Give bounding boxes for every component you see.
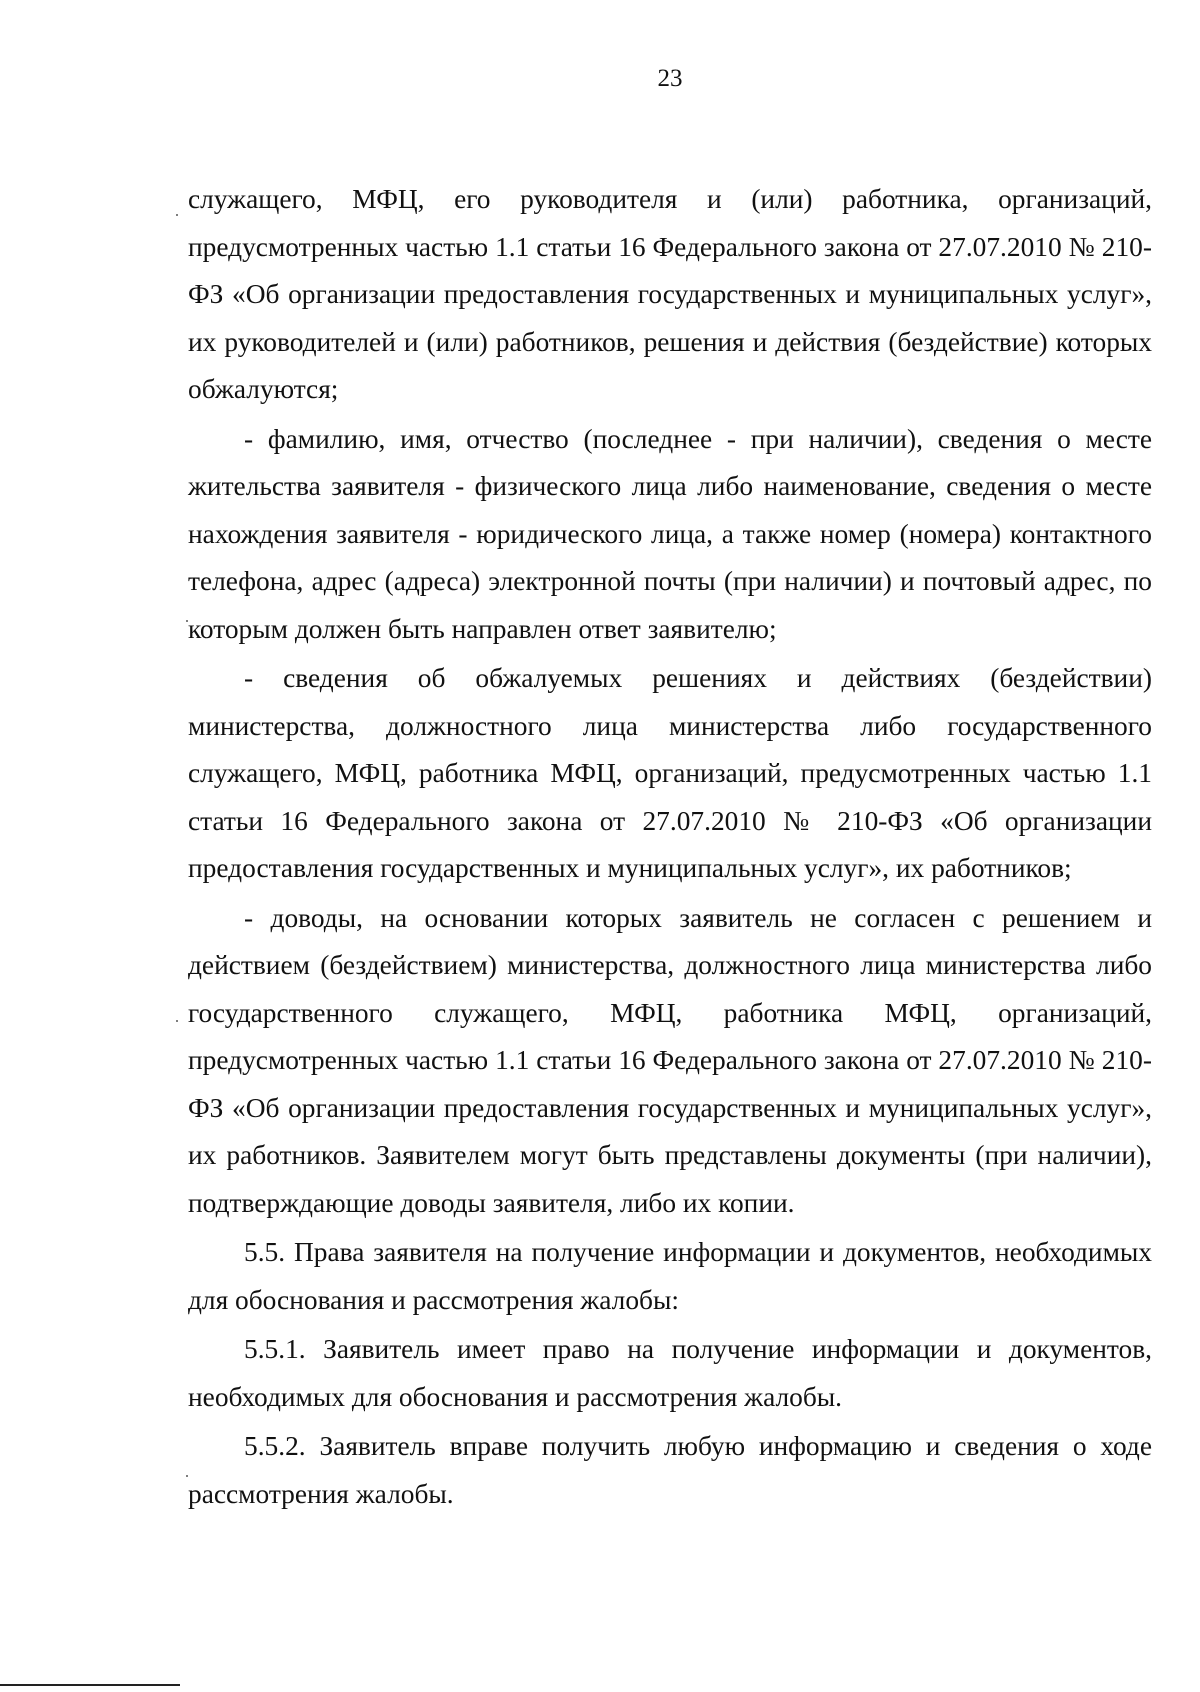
paragraph-applicant-details: - фамилию, имя, отчество (последнее - при наличии), сведения о месте жительства заявителя - физического лица либо наименование, сведения о месте нахождения заявителя - юридического лица, а также номер (номера) контактного телефона, адрес (адреса) электронной почты (при наличии) и почтовый адрес, по которым должен быть направлен ответ заявителю; <box>188 423 1152 644</box>
scan-speck <box>176 1020 178 1022</box>
scan-speck <box>186 620 188 622</box>
page-number: 23 <box>657 65 683 92</box>
paragraph-section-5-5-2: 5.5.2. Заявитель вправе получить любую информацию и сведения о ходе рассмотрения жалобы. <box>188 1431 1152 1509</box>
paragraph-arguments: - доводы, на основании которых заявитель не согласен с решением и действием (бездействием) министерства, должностного лица министерства либо государственного служащего, МФЦ, работника МФЦ, организаций, предусмотренных частью 1.1 статьи 16 Федерального закона от 27.07.2010 № 210-ФЗ «Об организации предоставления государственных и муниципальных услуг», их работников. Заявителем могут быть представлены документы (при наличии), подтверждающие доводы заявителя, либо их копии. <box>188 902 1152 1218</box>
scan-edge-line <box>0 1684 180 1686</box>
paragraph-complaint-subject-continued: служащего, МФЦ, его руководителя и (или) работника, организаций, предусмотренных частью 1.1 статьи 16 Федерального закона от 27.07.2010 № 210-ФЗ «Об организации предоставления государственных и муниципальных услуг», их руководителей и (или) работников, решения и действия (бездействие) которых обжалуются; <box>188 184 1152 404</box>
paragraph-section-5-5-1: 5.5.1. Заявитель имеет право на получение информации и документов, необходимых для обоснования и рассмотрения жалобы. <box>188 1334 1152 1412</box>
scan-speck <box>176 214 178 216</box>
paragraph-section-5-5: 5.5. Права заявителя на получение информации и документов, необходимых для обоснования и рассмотрения жалобы: <box>188 1237 1152 1315</box>
scan-speck <box>186 1475 188 1477</box>
paragraph-appealed-decisions: - сведения об обжалуемых решениях и действиях (бездействии) министерства, должностного лица министерства либо государственного служащего, МФЦ, работника МФЦ, организаций, предусмотренных частью 1.1 статьи 16 Федерального закона от 27.07.2010 № 210-ФЗ «Об организации предоставления государственных и муниципальных услуг», их работников; <box>188 663 1152 883</box>
document-body <box>188 176 1152 1518</box>
